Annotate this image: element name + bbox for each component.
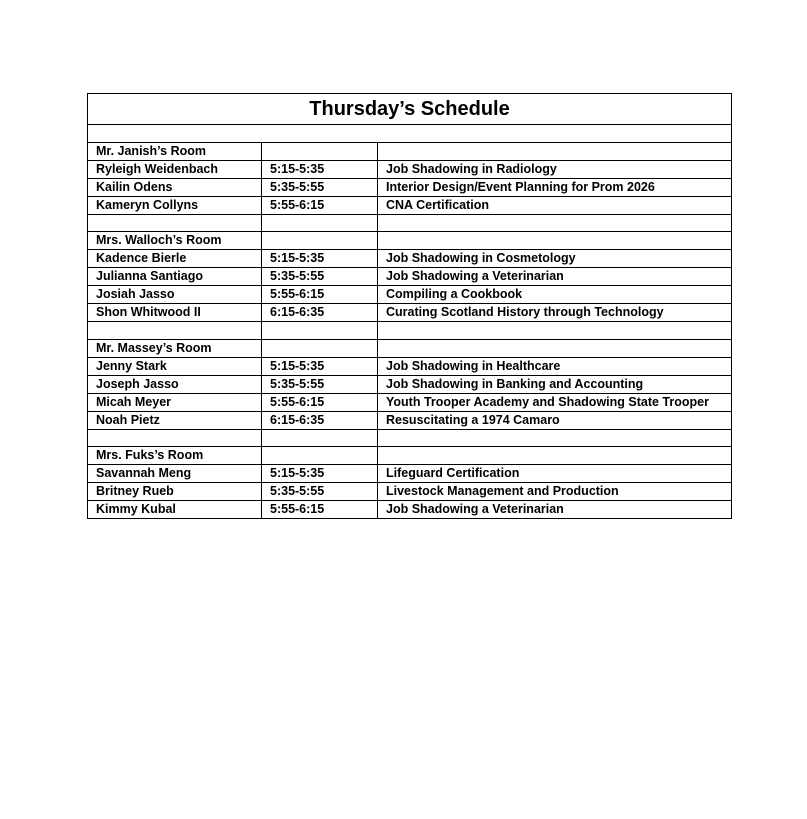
room-header-row	[88, 142, 732, 160]
activity-description: Job Shadowing in Cosmetology	[378, 250, 732, 268]
spacer-row	[88, 125, 732, 143]
title-row	[88, 94, 732, 125]
table-row	[88, 268, 732, 286]
student-name: Kimmy Kubal	[88, 501, 262, 519]
table-row	[88, 375, 732, 393]
blank-cell	[378, 339, 732, 357]
blank-cell	[378, 214, 732, 232]
room-header-row	[88, 447, 732, 465]
time-slot: 5:35-5:55	[262, 268, 378, 286]
student-name: Ryleigh Weidenbach	[88, 160, 262, 178]
time-slot: 5:55-6:15	[262, 501, 378, 519]
student-name: Joseph Jasso	[88, 375, 262, 393]
table-row	[88, 501, 732, 519]
room-name: Mrs. Walloch’s Room	[88, 232, 262, 250]
blank-cell	[88, 322, 262, 340]
activity-description: Compiling a Cookbook	[378, 286, 732, 304]
student-name: Jenny Stark	[88, 357, 262, 375]
blank-cell	[262, 322, 378, 340]
activity-description: Interior Design/Event Planning for Prom 2026	[378, 178, 732, 196]
activity-description: Curating Scotland History through Technology	[378, 304, 732, 322]
blank-cell	[378, 429, 732, 447]
student-name: Kameryn Collyns	[88, 196, 262, 214]
student-name: Julianna Santiago	[88, 268, 262, 286]
time-slot: 5:15-5:35	[262, 357, 378, 375]
blank-cell	[262, 142, 378, 160]
table-row	[88, 196, 732, 214]
student-name: Savannah Meng	[88, 465, 262, 483]
spacer-row	[88, 322, 732, 340]
room-name: Mr. Massey’s Room	[88, 339, 262, 357]
table-row	[88, 286, 732, 304]
activity-description: Job Shadowing in Radiology	[378, 160, 732, 178]
student-name: Micah Meyer	[88, 393, 262, 411]
activity-description: Job Shadowing in Healthcare	[378, 357, 732, 375]
student-name: Britney Rueb	[88, 483, 262, 501]
spacer-row	[88, 214, 732, 232]
table-row	[88, 178, 732, 196]
blank-cell	[378, 447, 732, 465]
table-row	[88, 304, 732, 322]
blank-cell	[262, 447, 378, 465]
blank-cell	[262, 429, 378, 447]
time-slot: 5:35-5:55	[262, 483, 378, 501]
activity-description: CNA Certification	[378, 196, 732, 214]
room-name: Mrs. Fuks’s Room	[88, 447, 262, 465]
table-row	[88, 160, 732, 178]
blank-cell	[88, 429, 262, 447]
time-slot: 5:55-6:15	[262, 196, 378, 214]
blank-cell	[262, 339, 378, 357]
blank-cell	[378, 232, 732, 250]
room-name: Mr. Janish’s Room	[88, 142, 262, 160]
activity-description: Job Shadowing in Banking and Accounting	[378, 375, 732, 393]
room-header-row	[88, 339, 732, 357]
blank-cell	[262, 232, 378, 250]
time-slot: 5:35-5:55	[262, 375, 378, 393]
student-name: Josiah Jasso	[88, 286, 262, 304]
time-slot: 5:35-5:55	[262, 178, 378, 196]
blank-cell	[88, 125, 732, 143]
student-name: Shon Whitwood II	[88, 304, 262, 322]
table-row	[88, 411, 732, 429]
blank-cell	[378, 322, 732, 340]
time-slot: 5:55-6:15	[262, 286, 378, 304]
spacer-row	[88, 429, 732, 447]
schedule-title: Thursday’s Schedule	[88, 94, 732, 125]
table-row	[88, 250, 732, 268]
activity-description: Job Shadowing a Veterinarian	[378, 501, 732, 519]
schedule-table	[87, 93, 732, 519]
table-row	[88, 393, 732, 411]
time-slot: 6:15-6:35	[262, 411, 378, 429]
student-name: Kailin Odens	[88, 178, 262, 196]
activity-description: Lifeguard Certification	[378, 465, 732, 483]
table-row	[88, 465, 732, 483]
time-slot: 5:55-6:15	[262, 393, 378, 411]
activity-description: Youth Trooper Academy and Shadowing State Trooper	[378, 393, 732, 411]
time-slot: 5:15-5:35	[262, 250, 378, 268]
room-header-row	[88, 232, 732, 250]
blank-cell	[378, 142, 732, 160]
blank-cell	[88, 214, 262, 232]
activity-description: Livestock Management and Production	[378, 483, 732, 501]
time-slot: 5:15-5:35	[262, 160, 378, 178]
table-row	[88, 483, 732, 501]
activity-description: Job Shadowing a Veterinarian	[378, 268, 732, 286]
time-slot: 5:15-5:35	[262, 465, 378, 483]
blank-cell	[262, 214, 378, 232]
activity-description: Resuscitating a 1974 Camaro	[378, 411, 732, 429]
student-name: Kadence Bierle	[88, 250, 262, 268]
student-name: Noah Pietz	[88, 411, 262, 429]
table-row	[88, 357, 732, 375]
time-slot: 6:15-6:35	[262, 304, 378, 322]
